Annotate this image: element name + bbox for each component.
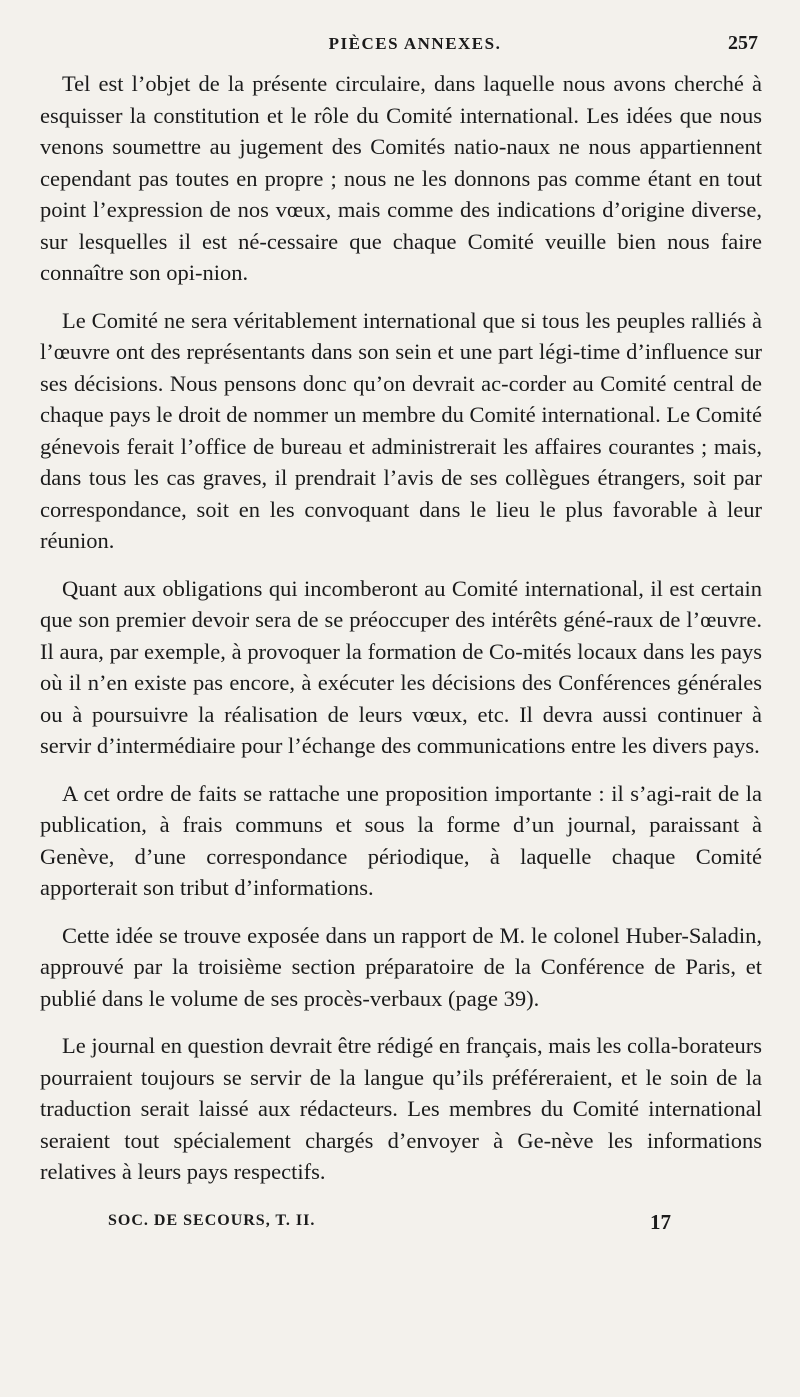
paragraph-proposition: A cet ordre de faits se rattache une proposition importante : il s’agi-rait de la publication, à frais communs et sous la forme d’un journal, paraissant à Genève, d’une correspondance périodique, à laquelle chaque Comité apporterait son tribut d’informations. [40,780,762,900]
page-footer [0,1210,800,1240]
body-text [40,68,762,1204]
paragraph-journal: Le journal en question devrait être rédigé en français, mais les colla-borateurs pourraient toujours se servir de la langue qu’ils préféreraient, et le soin de la traduction serait laissé aux rédacteurs. Les membres du Comité international seraient tout spécialement chargés d’envoyer à Ge-nève les informations relatives à leurs pays respectifs. [40,1033,762,1184]
page-number: 257 [728,32,758,54]
paragraph-rapport-huber-saladin: Cette idée se trouve exposée dans un rapport de M. le colonel Huber-Saladin, approuvé par la troisième section préparatoire de la Conférence de Paris, et publié dans le volume de ses procès-verbaux (page 39). [40,922,762,1011]
signature-mark: SOC. DE SECOURS, T. II. [108,1212,316,1229]
paragraph-comite-international: Le Comité ne sera véritablement international que si tous les peuples ralliés à l’œuvre ont des représentants dans son sein et une part légi-time d’influence sur ses décisions. Nous pensons donc qu’on devrait ac-corder au Comité central de chaque pays le droit de nommer un membre du Comité international. Le Comité génevois ferait l’office de bureau et administrerait les affaires courantes ; mais, dans tous les cas graves, il prendrait l’avis de ses collègues étrangers, soit par correspondance, soit en les convoquant dans le lieu le plus favorable à leur réunion. [40,307,762,553]
paragraph-obligations: Quant aux obligations qui incomberont au Comité international, il est certain que son premier devoir sera de se préoccuper des intérêts géné-raux de l’œuvre. Il aura, par exemple, à provoquer la formation de Co-mités locaux dans les pays où il n’en existe pas encore, à exécuter les décisions des Conférences générales ou à poursuivre la réalisation de leurs vœux, etc. Il devra aussi continuer à servir d’intermédiaire pour l’échange des communications entre les divers pays. [40,575,762,758]
paragraph-circulaire: Tel est l’objet de la présente circulaire, dans laquelle nous avons cherché à esquisser la constitution et le rôle du Comité international. Les idées que nous venons soumettre au jugement des Comités natio-naux ne nous appartiennent cependant pas toutes en propre ; nous ne les donnons pas comme étant en tout point l’expression de nos vœux, mais comme des indications d’origine diverse, sur lesquelles il est né-cessaire que chaque Comité veuille bien nous faire connaître son opi-nion. [40,71,762,285]
running-head [0,30,800,60]
sheet-number: 17 [650,1210,671,1234]
running-title: PIÈCES ANNEXES. [328,34,502,53]
